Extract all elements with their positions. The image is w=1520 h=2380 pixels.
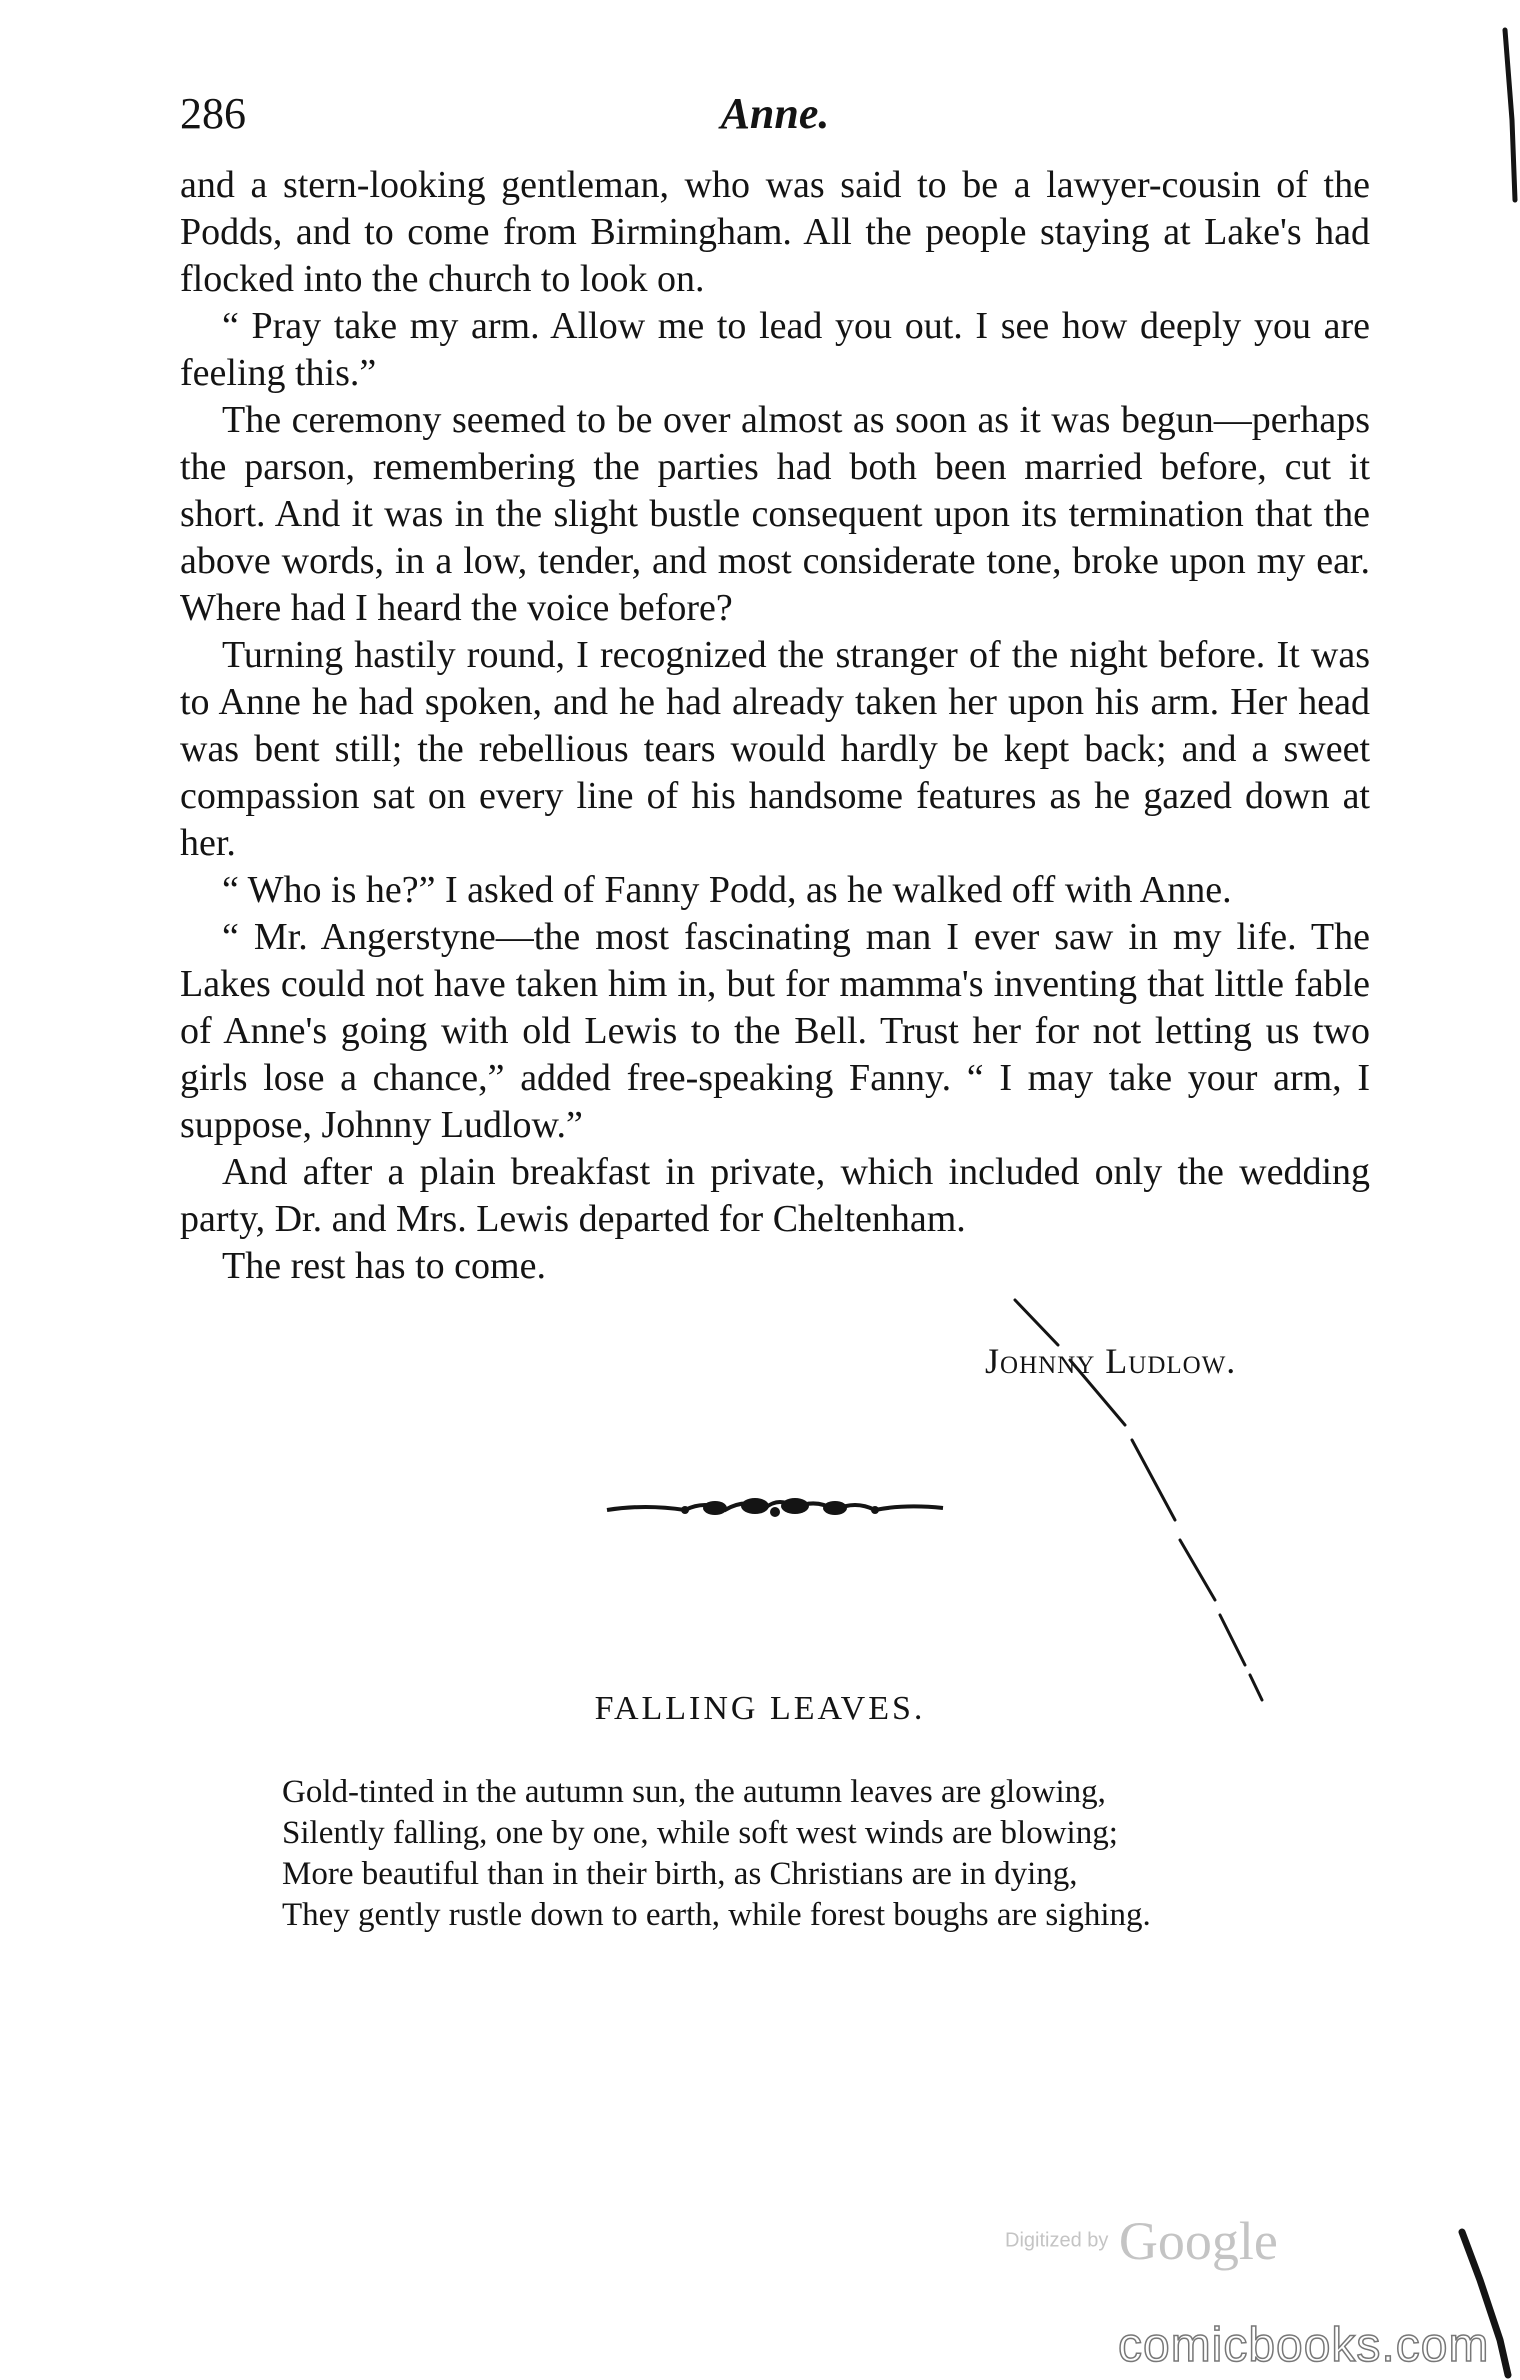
paragraph: “ Pray take my arm. Allow me to lead you out. I see how deeply you are feeling this.” xyxy=(180,305,1370,394)
paragraph: The rest has to come. xyxy=(222,1245,546,1287)
paragraph: “ Who is he?” I asked of Fanny Podd, as he walked off with Anne. xyxy=(222,869,1232,911)
poem-line: More beautiful than in their birth, as Christians are in dying, xyxy=(282,1856,1078,1892)
author-signature: Johnny Ludlow. xyxy=(985,1341,1237,1381)
poem-line: Gold-tinted in the autumn sun, the autumn leaves are glowing, xyxy=(282,1774,1106,1810)
digitized-by-label: Digitized by xyxy=(1005,2229,1109,2252)
running-title: Anne. xyxy=(720,89,830,138)
poem-line: Silently falling, one by one, while soft west winds are blowing; xyxy=(282,1815,1118,1851)
google-logo: Google xyxy=(1118,2211,1278,2271)
poem-title: FALLING LEAVES. xyxy=(594,1690,926,1727)
paragraph: Turning hastily round, I recognized the stranger of the night before. It was to Anne he had spoken, and he had already taken her upon his arm. Her head was bent still; the rebellious tears would hardly be kept back; and a sweet compassion sat on every line of his handsome features as he gazed down at her. xyxy=(180,634,1370,864)
poem xyxy=(282,1772,1342,1936)
body-text xyxy=(180,162,1370,1290)
page-header xyxy=(180,88,1370,148)
digitized-stamp xyxy=(1005,2210,1278,2272)
paragraph: “ Mr. Angerstyne—the most fascinating man I ever saw in my life. The Lakes could not have taken him in, but for mamma's inventing that little fable of Anne's going with old Lewis to the Bell. Trust her for not letting us two girls lose a chance,” added free-speaking Fanny. “ I may take your arm, I suppose, Johnny Ludlow.” xyxy=(180,916,1370,1146)
paragraph: The ceremony seemed to be over almost as soon as it was begun—perhaps the parson, remembering the parties had both been married before, cut it short. And it was in the slight bustle consequent upon its termination that the above words, in a low, tender, and most considerate tone, broke upon my ear. Where had I heard the voice before? xyxy=(180,399,1370,629)
watermark: comicbooks.com xyxy=(1118,2319,1490,2372)
paragraph: And after a plain breakfast in private, which included only the wedding party, Dr. and Mrs. Lewis departed for Cheltenham. xyxy=(180,1151,1370,1240)
page-number: 286 xyxy=(180,89,246,138)
poem-line: They gently rustle down to earth, while forest boughs are sighing. xyxy=(282,1897,1151,1933)
paragraph: and a stern-looking gentleman, who was said to be a lawyer-cousin of the Podds, and to come from Birmingham. All the people staying at Lake's had flocked into the church to look on. xyxy=(180,164,1370,300)
ornament-divider xyxy=(605,1490,945,1526)
